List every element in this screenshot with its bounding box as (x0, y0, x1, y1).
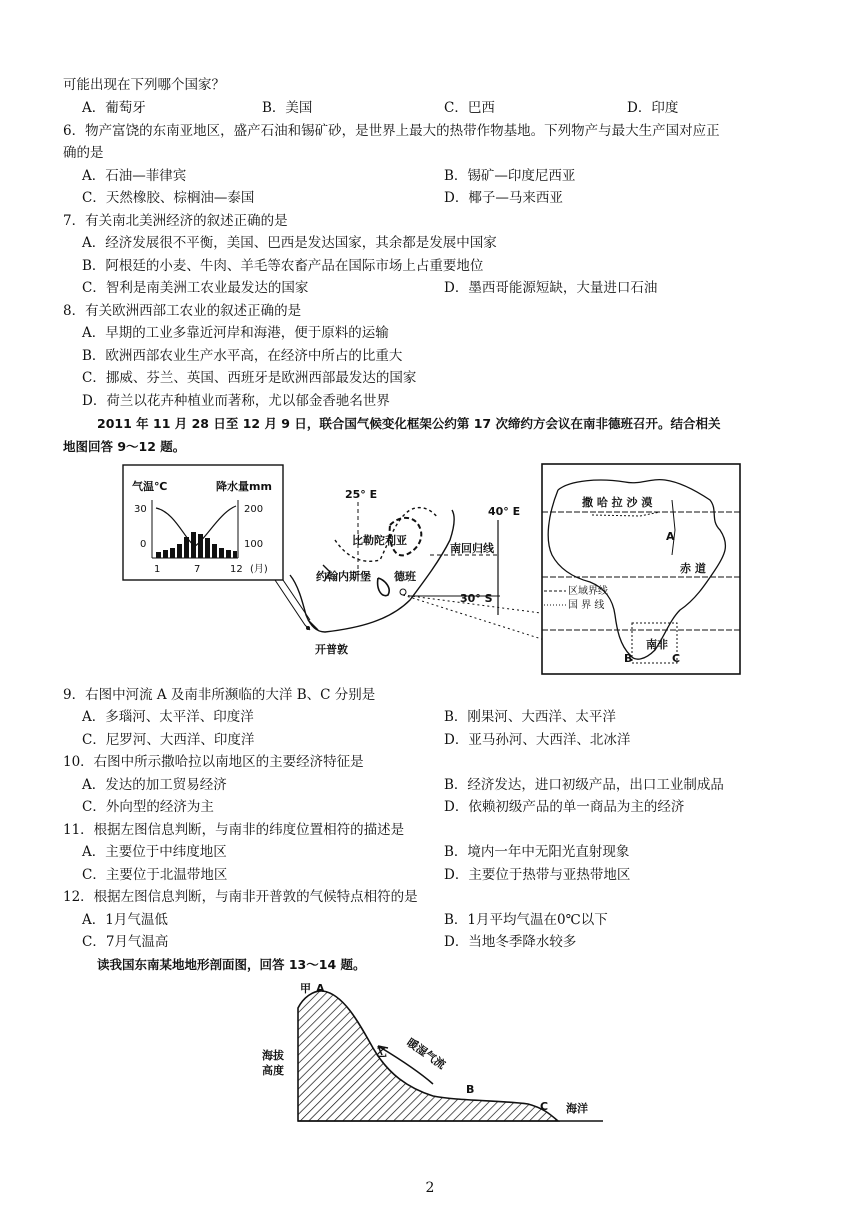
q5-option-a: A．葡萄牙 (82, 100, 146, 116)
lon-25e: 25° E (345, 488, 378, 501)
temp-axis-label: 气温℃ (132, 480, 168, 493)
q11-option-d: D．主要位于热带与亚热带地区 (444, 867, 631, 883)
label-c: C (540, 1100, 549, 1113)
precip-axis-label: 降水量mm (216, 480, 272, 493)
tropic-of-capricorn: 南回归线 (450, 542, 494, 555)
q6-option-d: D．椰子—马来西亚 (444, 190, 563, 206)
x-tick-12: 12 (230, 564, 243, 575)
q9-option-c: C．尼罗河、大西洋、印度洋 (82, 732, 255, 748)
q11-option-c: C．主要位于北温带地区 (82, 867, 228, 883)
q11-option-a: A．主要位于中纬度地区 (82, 844, 227, 860)
x-tick-1: 1 (154, 564, 161, 575)
label-a: A (316, 982, 325, 995)
ylabel-line2: 高度 (262, 1064, 284, 1077)
city-pretoria: 比勒陀利亚 (352, 534, 407, 547)
equator-label: 赤 道 (680, 562, 706, 575)
q7-stem: 7．有关南北美洲经济的叙述正确的是 (63, 213, 288, 229)
q12-option-d: D．当地冬季降水较多 (444, 934, 577, 950)
y-right-tick-100: 100 (244, 539, 264, 550)
q5-option-c: C．巴西 (444, 100, 495, 116)
q10-option-c: C．外向型的经济为主 (82, 799, 214, 815)
legend-region-line: 区域界线 (568, 586, 608, 597)
q6-option-b: B．锡矿—印度尼西亚 (444, 168, 576, 184)
q9-stem: 9．右图中河流 A 及南非所濒临的大洋 B、C 分别是 (63, 687, 376, 703)
airflow-label: 暖湿气流 (404, 1035, 448, 1072)
month-unit: (月) (250, 564, 268, 575)
q11-option-b: B．境内一年中无阳光直射现象 (444, 844, 630, 860)
city-johannesburg: 约翰内斯堡 (316, 570, 371, 583)
x-tick-7: 7 (194, 564, 201, 575)
lon-40e: 40° E (488, 505, 521, 518)
africa-map (542, 464, 740, 674)
q10-stem: 10．右图中所示撒哈拉以南地区的主要经济特征是 (63, 754, 364, 770)
q8-option-c: C．挪威、芬兰、英国、西班牙是欧洲西部最发达的国家 (82, 370, 417, 386)
y-left-tick-0: 0 (140, 539, 147, 550)
q12-option-a: A．1月气温低 (82, 912, 168, 928)
intro-13-14: 读我国东南某地地形剖面图，回答 13～14 题。 (97, 957, 366, 972)
label-jia: 甲 (300, 982, 311, 995)
south-africa-label: 南非 (646, 638, 668, 651)
q9-option-d: D．亚马孙河、大西洋、北冰洋 (444, 732, 631, 748)
q11-stem: 11．根据左图信息判断，与南非的纬度位置相符的描述是 (63, 822, 405, 838)
q10-option-a: A．发达的加工贸易经济 (82, 777, 227, 793)
q8-stem: 8．有关欧洲西部工农业的叙述正确的是 (63, 303, 302, 319)
city-capetown: 开普敦 (315, 643, 348, 656)
label-b: B (466, 1083, 475, 1096)
q7-option-d: D．墨西哥能源短缺，大量进口石油 (444, 280, 658, 296)
q6-stem-line1: 6．物产富饶的东南亚地区，盛产石油和锡矿砂，是世界上最大的热带作物基地。下列物产与最大生产国对应正 (63, 123, 720, 139)
lat-30s: 30° S (460, 592, 493, 605)
intro-9-12-line1: 2011 年 11 月 28 日至 12 月 9 日，联合国气候变化框架公约第 17 次缔约方会议在南非德班召开。结合相关 (97, 416, 721, 431)
label-yi: 乙 (376, 1046, 387, 1059)
q7-option-b: B．阿根廷的小麦、牛肉、羊毛等农畜产品在国际市场上占重要地位 (82, 258, 484, 274)
q12-stem: 12．根据左图信息判断，与南非开普敦的气候特点相符的是 (63, 889, 418, 905)
q12-option-c: C．7月气温高 (82, 934, 169, 950)
legend-border-line: 国 界 线 (568, 600, 605, 611)
ocean-c-label: C (672, 652, 681, 665)
south-africa-map-figure (120, 460, 750, 682)
q7-option-c: C．智利是南美洲工农业最发达的国家 (82, 280, 309, 296)
south-africa-outline (290, 508, 454, 632)
ocean-b-label: B (624, 652, 633, 665)
sea-label: 海洋 (566, 1102, 588, 1115)
y-left-tick-30: 30 (134, 504, 147, 515)
q7-option-a: A．经济发展很不平衡，美国、巴西是发达国家，其余都是发展中国家 (82, 235, 497, 251)
ylabel-line1: 海拔 (262, 1049, 284, 1062)
q5-stem: 可能出现在下列哪个国家？ (63, 77, 225, 93)
q10-option-d: D．依赖初级产品的单一商品为主的经济 (444, 799, 685, 815)
q10-option-b: B．经济发达，进口初级产品，出口工业制成品 (444, 777, 724, 793)
q5-option-d: D．印度 (627, 100, 679, 116)
y-right-tick-200: 200 (244, 504, 264, 515)
terrain-profile-figure (258, 976, 618, 1126)
q8-option-b: B．欧洲西部农业生产水平高，在经济中所占的比重大 (82, 348, 403, 364)
q8-option-a: A．早期的工业多靠近河岸和海港，便于原料的运输 (82, 325, 389, 341)
q5-option-b: B．美国 (262, 100, 313, 116)
intro-9-12-line2: 地图回答 9～12 题。 (63, 439, 186, 454)
q12-option-b: B．1月平均气温在0℃以下 (444, 912, 608, 928)
q6-option-a: A．石油—菲律宾 (82, 168, 187, 184)
q9-option-b: B．刚果河、大西洋、太平洋 (444, 709, 616, 725)
sahara-label: 撒 哈 拉 沙 漠 (582, 496, 653, 509)
city-durban: 德班 (394, 570, 416, 583)
q9-option-a: A．多瑙河、太平洋、印度洋 (82, 709, 254, 725)
q6-option-c: C．天然橡胶、棕榈油—泰国 (82, 190, 255, 206)
q8-option-d: D．荷兰以花卉种植业而著称，尤以郁金香驰名世界 (82, 393, 390, 409)
climate-chart-inset (123, 465, 310, 630)
q6-stem-line2: 确的是 (63, 145, 104, 161)
page-number: 2 (425, 1180, 435, 1196)
river-a-label: A (666, 530, 675, 543)
